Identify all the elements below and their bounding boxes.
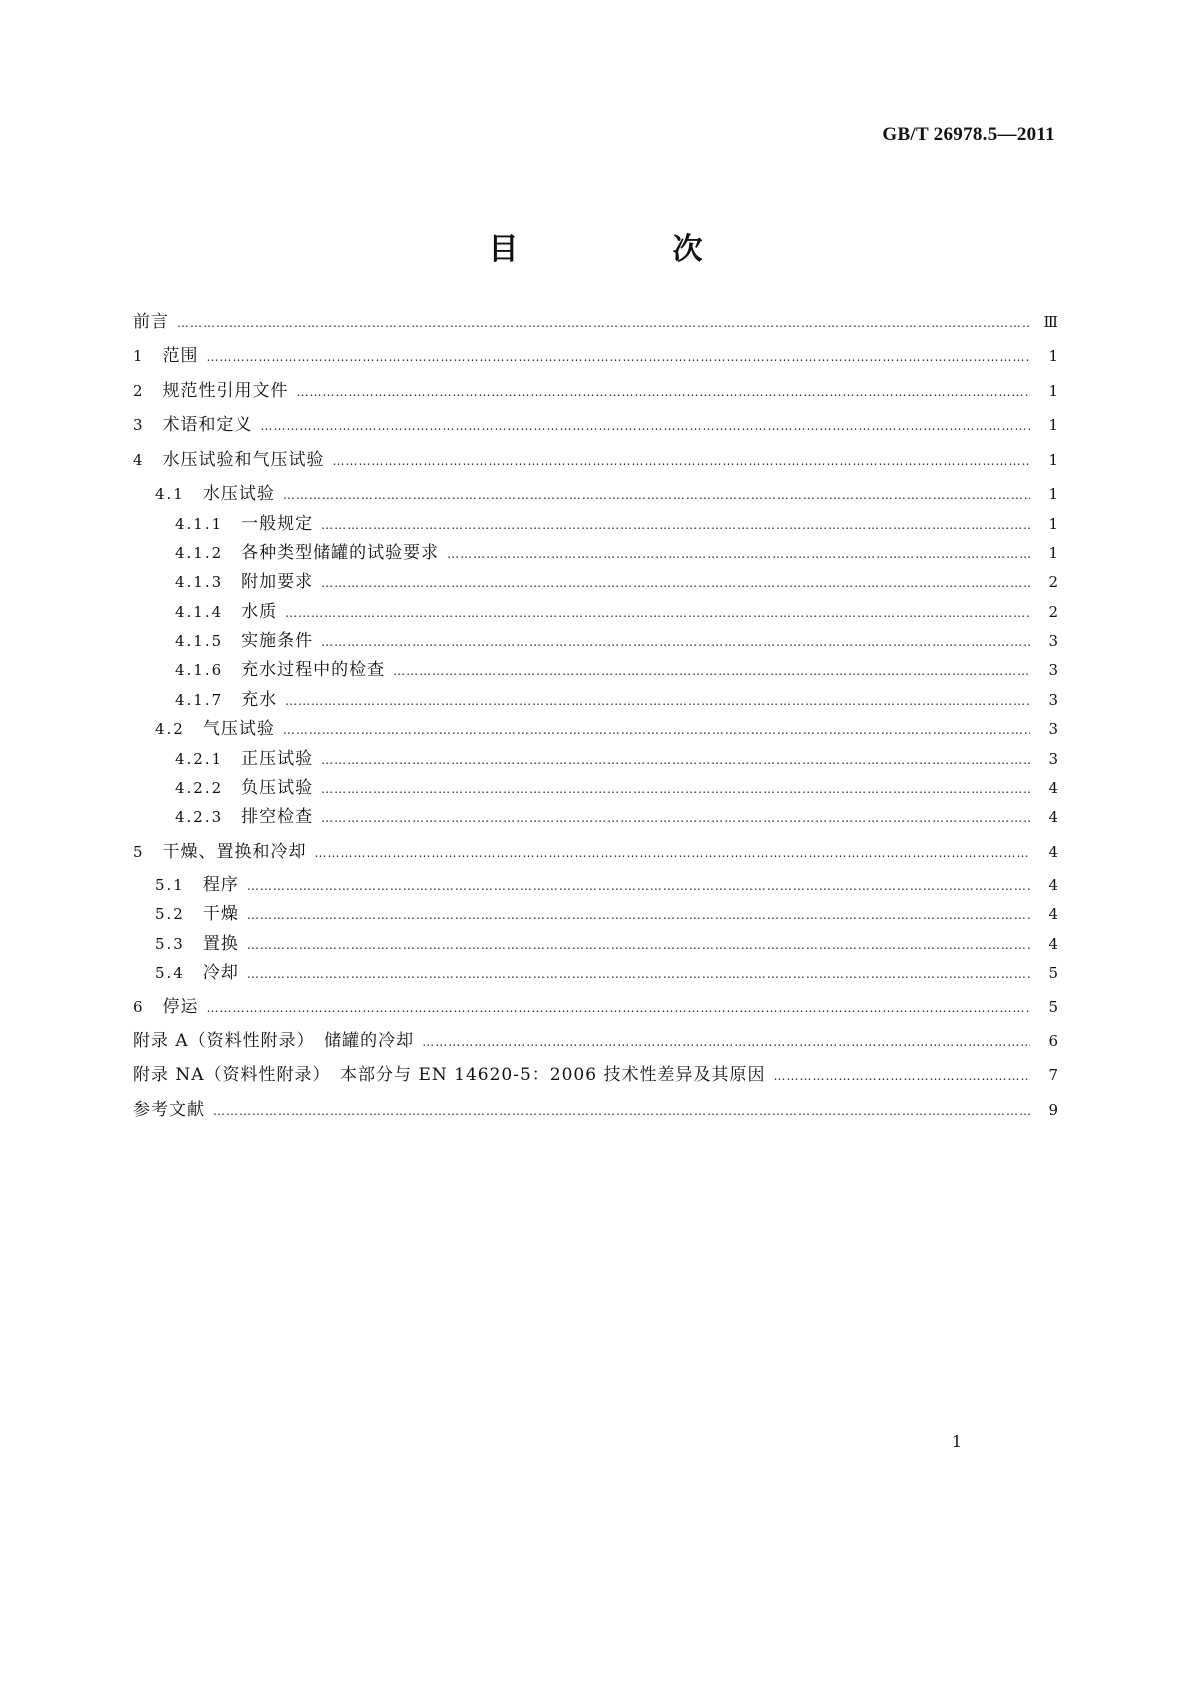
toc-section-title: 实施条件	[241, 631, 314, 651]
toc-section-number: 6	[133, 998, 145, 1016]
toc-section-number: 4.1.1	[175, 515, 224, 533]
toc-page-number: 1	[1048, 515, 1058, 533]
toc-leader-dots	[207, 344, 1030, 368]
toc-entry-text	[133, 1098, 213, 1122]
toc-entry-text	[133, 310, 177, 334]
toc-section-number: 4.1.6	[175, 661, 224, 679]
toc-entry-text	[175, 776, 321, 800]
toc-section-number: 4.1.3	[175, 573, 224, 591]
toc-page-number: 1	[1048, 544, 1058, 562]
toc-page-number: 5	[1048, 964, 1058, 982]
toc-page-number: 1	[1048, 416, 1058, 434]
standard-number: GB/T 26978.5—2011	[882, 124, 1055, 145]
toc-section-title: 前言	[133, 312, 169, 332]
toc-section-number: 4.2.3	[175, 808, 224, 826]
page-number: 1	[951, 1432, 962, 1451]
toc-entry-text	[133, 1029, 422, 1053]
toc-entry-text	[175, 600, 285, 624]
toc-section-title: 冷却	[202, 963, 239, 983]
toc-leader-dots	[285, 600, 1030, 624]
toc-leader-dots	[321, 747, 1030, 771]
toc-page-number: 3	[1048, 691, 1058, 709]
toc-entry[interactable]	[133, 600, 1058, 624]
toc-section-title: 各种类型储罐的试验要求	[241, 543, 440, 563]
toc-leader-dots	[321, 805, 1030, 829]
toc-entry[interactable]	[133, 658, 1058, 682]
toc-section-number: 4.2	[155, 720, 185, 738]
toc-section-title: 附录 NA（资料性附录） 本部分与 EN 14620-5：2006 技术性差异及其原因	[133, 1065, 766, 1085]
toc-entry-text	[155, 902, 247, 926]
toc-section-title: 正压试验	[241, 749, 314, 769]
toc-section-title: 术语和定义	[162, 415, 253, 435]
page-title: 目 次	[488, 232, 765, 267]
toc-entry[interactable]	[133, 776, 1058, 800]
toc-leader-dots	[283, 717, 1030, 741]
toc-entry[interactable]	[133, 995, 1058, 1019]
toc-entry-text	[175, 658, 393, 682]
toc-page-number: 2	[1048, 603, 1058, 621]
toc-leader-dots	[177, 310, 1030, 334]
toc-entry[interactable]	[133, 902, 1058, 926]
toc-page-number: 3	[1048, 750, 1058, 768]
toc-section-title: 一般规定	[241, 514, 314, 534]
toc-section-title: 气压试验	[202, 719, 275, 739]
toc-section-number: 4.1.5	[175, 632, 224, 650]
toc-leader-dots	[447, 541, 1030, 565]
toc-section-title: 水质	[241, 602, 278, 622]
toc-leader-dots	[297, 379, 1030, 403]
toc-entry[interactable]	[133, 932, 1058, 956]
toc-entry-text	[175, 541, 447, 565]
toc-page-number: 9	[1048, 1101, 1058, 1119]
toc-leader-dots	[321, 629, 1030, 653]
toc-page-number: 4	[1048, 876, 1058, 894]
toc-page-number: 3	[1048, 632, 1058, 650]
toc-entry-text	[175, 570, 321, 594]
toc-entry[interactable]	[133, 379, 1058, 403]
toc-page-number: 4	[1048, 935, 1058, 953]
toc-leader-dots	[321, 570, 1030, 594]
toc-section-number: 2	[133, 382, 145, 400]
toc-leader-dots	[773, 1063, 1030, 1087]
toc-section-number: 1	[133, 347, 145, 365]
toc-section-title: 充水过程中的检查	[241, 660, 386, 680]
toc-section-number: 5.3	[155, 935, 185, 953]
toc-page-number: 4	[1048, 905, 1058, 923]
toc-section-title: 程序	[202, 875, 239, 895]
toc-entry-text	[133, 379, 297, 403]
toc-section-title: 参考文献	[133, 1100, 205, 1120]
toc-entry[interactable]	[133, 1098, 1058, 1122]
toc-section-number: 4.2.1	[175, 750, 224, 768]
toc-page-number: 4	[1048, 779, 1058, 797]
toc-leader-dots	[393, 658, 1030, 682]
toc-entry[interactable]	[133, 747, 1058, 771]
toc-entry[interactable]	[133, 1029, 1058, 1053]
toc-section-title: 规范性引用文件	[162, 381, 289, 401]
toc-entry-text	[155, 873, 247, 897]
toc-entry-text	[133, 840, 315, 864]
toc-leader-dots	[247, 961, 1030, 985]
toc-leader-dots	[207, 995, 1030, 1019]
toc-leader-dots	[261, 413, 1030, 437]
toc-section-number: 4.1.4	[175, 603, 224, 621]
toc-entry-text	[155, 482, 283, 506]
toc-entry[interactable]	[133, 805, 1058, 829]
toc-entry-text	[133, 1063, 773, 1087]
toc-entry-text	[133, 995, 207, 1019]
toc-entry[interactable]	[133, 873, 1058, 897]
toc-leader-dots	[285, 688, 1030, 712]
toc-entry[interactable]	[133, 688, 1058, 712]
toc-section-number: 4.2.2	[175, 779, 224, 797]
toc-page-number: 1	[1048, 382, 1058, 400]
toc-leader-dots	[283, 482, 1030, 506]
toc-section-number: 5.4	[155, 964, 185, 982]
toc-section-title: 附加要求	[241, 572, 314, 592]
toc-page-number: 1	[1048, 485, 1058, 503]
toc-section-title: 水压试验	[202, 484, 275, 504]
toc-section-title: 停运	[162, 997, 199, 1017]
toc-section-title: 置换	[202, 934, 239, 954]
toc-page-number: Ⅲ	[1043, 313, 1058, 331]
toc-leader-dots	[213, 1098, 1030, 1122]
toc-page-number: 3	[1048, 720, 1058, 738]
toc-page-number: 3	[1048, 661, 1058, 679]
toc-section-title: 负压试验	[241, 778, 314, 798]
toc-page-number: 6	[1048, 1032, 1058, 1050]
toc-page-number: 1	[1048, 347, 1058, 365]
toc-leader-dots	[247, 873, 1030, 897]
toc-entry[interactable]	[133, 840, 1058, 864]
toc-entry-text	[175, 747, 321, 771]
toc-section-number: 3	[133, 416, 145, 434]
toc-entry[interactable]	[133, 482, 1058, 506]
toc-leader-dots	[321, 776, 1030, 800]
toc-section-title: 排空检查	[241, 807, 314, 827]
toc-page-number: 4	[1048, 843, 1058, 861]
toc-page-number: 7	[1048, 1066, 1058, 1084]
toc-entry[interactable]	[133, 310, 1058, 334]
toc-section-number: 5.2	[155, 905, 185, 923]
toc-page-number: 2	[1048, 573, 1058, 591]
toc-entry-text	[175, 512, 321, 536]
toc-section-number: 4.1.2	[175, 544, 224, 562]
toc-leader-dots	[333, 448, 1030, 472]
toc-entry[interactable]	[133, 413, 1058, 437]
toc-section-number: 5.1	[155, 876, 185, 894]
toc-entry-text	[175, 629, 321, 653]
toc-entry[interactable]	[133, 541, 1058, 565]
toc-section-number: 5	[133, 843, 145, 861]
toc-entry-text	[133, 448, 333, 472]
toc-entry-text	[133, 344, 207, 368]
toc-entry-text	[133, 413, 261, 437]
toc-entry-text	[155, 932, 247, 956]
toc-entry-text	[155, 961, 247, 985]
toc-leader-dots	[247, 902, 1030, 926]
toc-section-title: 水压试验和气压试验	[162, 450, 325, 470]
toc-section-number: 4.1.7	[175, 691, 224, 709]
toc-entry[interactable]	[133, 961, 1058, 985]
toc-entry[interactable]	[133, 629, 1058, 653]
toc-section-title: 干燥、置换和冷却	[162, 842, 307, 862]
toc-leader-dots	[247, 932, 1030, 956]
toc-section-title: 范围	[162, 346, 199, 366]
toc-page-number: 4	[1048, 808, 1058, 826]
toc-page-number: 1	[1048, 451, 1058, 469]
toc-entry[interactable]	[133, 570, 1058, 594]
toc-section-title: 干燥	[202, 904, 239, 924]
toc-section-number: 4.1	[155, 485, 185, 503]
toc-leader-dots	[315, 840, 1030, 864]
toc-section-title: 充水	[241, 690, 278, 710]
toc-leader-dots	[422, 1029, 1030, 1053]
toc-entry[interactable]	[133, 448, 1058, 472]
toc-page-number: 5	[1048, 998, 1058, 1016]
toc-section-title: 附录 A（资料性附录） 储罐的冷却	[133, 1031, 415, 1051]
toc-leader-dots	[321, 512, 1030, 536]
toc-section-number: 4	[133, 451, 145, 469]
toc-entry[interactable]	[133, 1063, 1058, 1087]
toc-entry-text	[175, 688, 285, 712]
toc-entry[interactable]	[133, 512, 1058, 536]
toc-entry[interactable]	[133, 717, 1058, 741]
toc-entry[interactable]	[133, 344, 1058, 368]
toc-entry-text	[155, 717, 283, 741]
toc-entry-text	[175, 805, 321, 829]
